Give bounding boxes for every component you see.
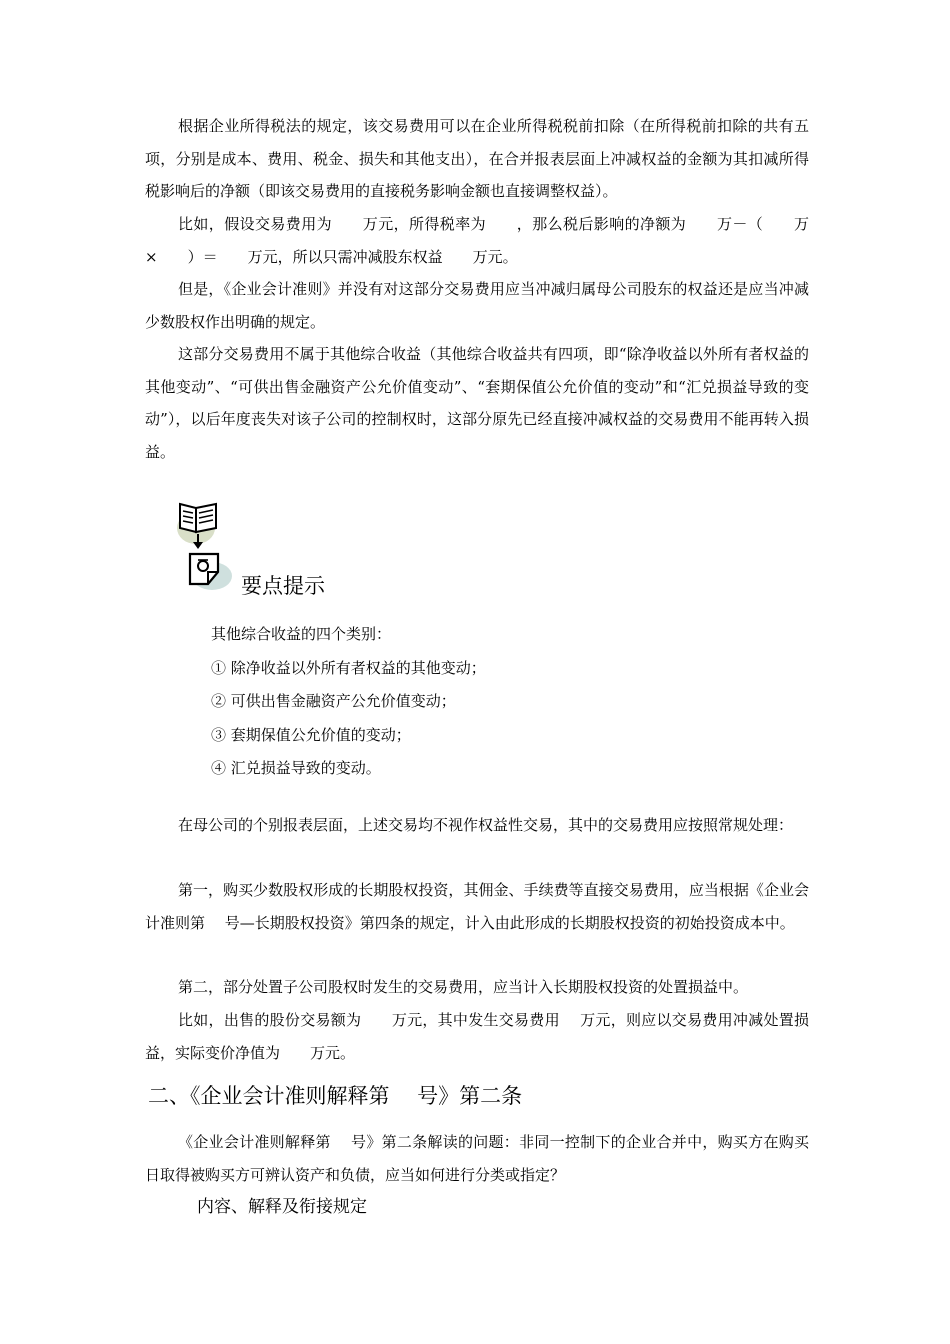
other-income-category-list — [211, 618, 771, 786]
section-heading: 二、《企业会计准则解释第 号》第二条 — [148, 1084, 523, 1108]
paragraph-tax-deduction: 根据企业所得税法的规定，该交易费用可以在企业所得税税前扣除（在所得税前扣除的共有五项，分别是成本、费用、税金、损失和其他支出），在合并报表层面上冲减权益的金额为其扣减所得税影响后的净额（即该交易费用的直接税务影响金额也直接调整权益）。 — [145, 117, 809, 200]
section-subheading: 内容、解释及衔接规定 — [197, 1197, 367, 1217]
paragraph-second-point: 第二，部分处置子公司股权时发生的交易费用，应当计入长期股权投资的处置损益中。 — [178, 978, 749, 996]
list-item: ④ 汇兑损益导致的变动。 — [211, 759, 381, 777]
hint-icon-group — [174, 498, 236, 594]
list-item: ③ 套期保值公允价值的变动； — [211, 725, 411, 744]
paragraph-example-tax: 比如，假设交易费用为 万元，所得税率为 ，那么税后影响的净额为 万－（ 万× ）＝ 万元，所以只需冲减股东权益 万元。 — [145, 215, 809, 266]
list-item: ① 除净收益以外所有者权益的其他变动； — [211, 658, 486, 677]
paragraph-parent-report: 在母公司的个别报表层面，上述交易均不视作权益性交易，其中的交易费用应按照常规处理： — [178, 816, 794, 834]
paragraph-example-sale: 比如，出售的股份交易额为 万元，其中发生交易费用 万元，则应以交易费用冲减处置损益，实际变价净值为 万元。 — [145, 1011, 809, 1062]
paragraph-other-income: 这部分交易费用不属于其他综合收益（其他综合收益共有四项，即“除净收益以外所有者权益的其他变动”、“可供出售金融资产公允价值变动”、“套期保值公允价值的变动”和“汇兑损益导致的变动”），以后年度丧失对该子公司的控制权时，这部分原先已经直接冲减权益的交易费用不能再转入损益。 — [145, 345, 809, 461]
hint-title: 要点提示 — [241, 574, 325, 598]
list-item: ② 可供出售金融资产公允价值变动； — [211, 692, 456, 710]
paragraph-first-point: 第一，购买少数股权形成的长期股权投资，其佣金、手续费等直接交易费用，应当根据《企业会计准则第 号—长期股权投资》第四条的规定，计入由此形成的长期股权投资的初始投资成本中。 — [145, 881, 809, 932]
open-book-icon — [177, 504, 216, 544]
memo-note-icon — [190, 554, 232, 590]
paragraph-standard-note: 但是，《企业会计准则》并没有对这部分交易费用应当冲减归属母公司股东的权益还是应当冲减少数股权作出明确的规定。 — [145, 280, 809, 331]
list-intro: 其他综合收益的四个类别： — [211, 625, 392, 643]
paragraph-section-body: 《企业会计准则解释第 号》第二条解读的问题：非同一控制下的企业合并中，购买方在购买日取得被购买方可辨认资产和负债，应当如何进行分类或指定？ — [145, 1133, 809, 1184]
